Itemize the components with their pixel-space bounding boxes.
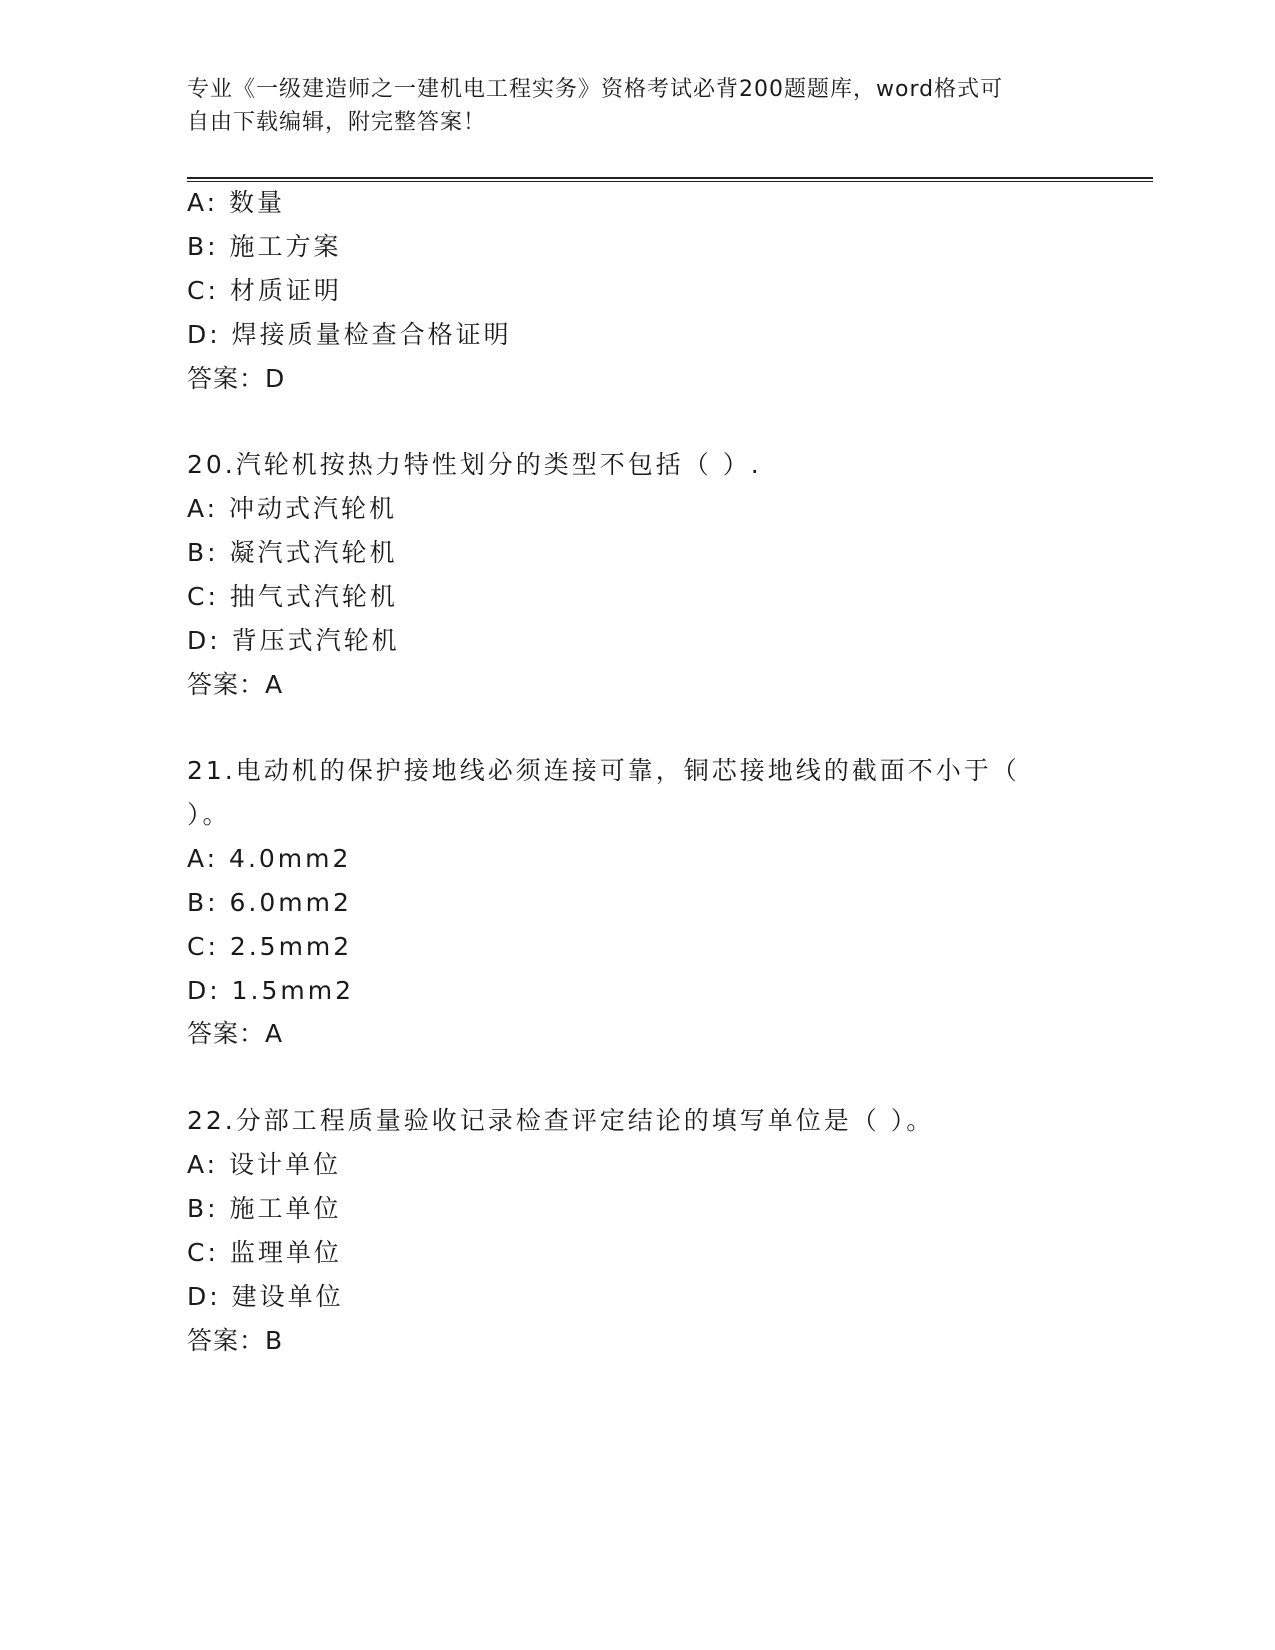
q21-option-b: B: 6.0mm2 [187,888,352,917]
q19-option-c: C: 材质证明 [187,276,342,305]
q21-option-a: A: 4.0mm2 [187,844,352,873]
q21-question-line-1: 21.电动机的保护接地线必须连接可靠，铜芯接地线的截面不小于（ [187,756,1020,785]
q22-option-d: D: 建设单位 [187,1282,344,1311]
q20-question: 20.汽轮机按热力特性划分的类型不包括（ ）. [187,450,762,479]
q20-option-d: D: 背压式汽轮机 [187,626,400,655]
q22-question: 22.分部工程质量验收记录检查评定结论的填写单位是（ ）。 [187,1106,935,1135]
q19-answer: 答案：D [187,364,286,393]
q22-option-b: B: 施工单位 [187,1194,342,1223]
q19-option-a: A: 数量 [187,188,286,217]
q20-option-b: B: 凝汽式汽轮机 [187,538,398,567]
q19-option-b: B: 施工方案 [187,232,342,261]
q21-question-line-2: ）。 [187,800,231,829]
q20-option-c: C: 抽气式汽轮机 [187,582,398,611]
q21-answer: 答案：A [187,1019,284,1048]
document-header [187,73,1087,139]
q19-option-d: D: 焊接质量检查合格证明 [187,320,512,349]
header-divider [187,177,1153,182]
q22-answer: 答案：B [187,1326,284,1355]
q21-option-c: C: 2.5mm2 [187,932,353,961]
header-line-2: 自由下载编辑，附完整答案！ [187,110,487,135]
q22-option-c: C: 监理单位 [187,1238,342,1267]
q20-answer: 答案：A [187,670,284,699]
header-line-1: 专业《一级建造师之一建机电工程实务》资格考试必背200题题库，word格式可 [187,77,1004,102]
q21-option-d: D: 1.5mm2 [187,976,354,1005]
q22-option-a: A: 设计单位 [187,1150,342,1179]
q20-option-a: A: 冲动式汽轮机 [187,494,398,523]
